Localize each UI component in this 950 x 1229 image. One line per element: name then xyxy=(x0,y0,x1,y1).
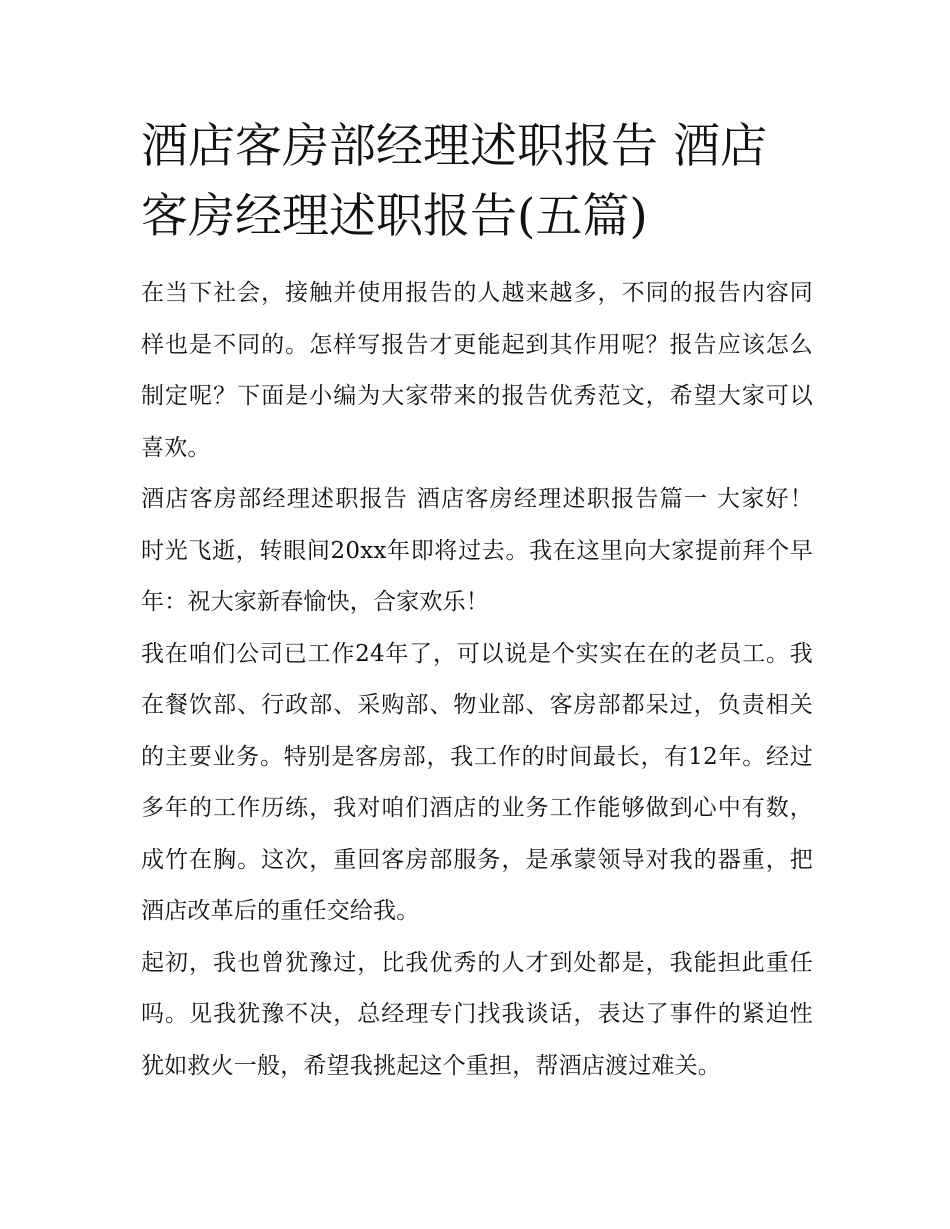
document-page xyxy=(141,112,813,1092)
document-body xyxy=(141,268,813,1092)
paragraph-experience: 我在咱们公司已工作24年了，可以说是个实实在在的老员工。我在餐饮部、行政部、采购部、物业部、客房部都呆过，负责相关的主要业务。特别是客房部，我工作的时间最长，有12年。经过多年的工作历练，我对咱们酒店的业务工作能够做到心中有数，成竹在胸。这次，重回客房部服务，是承蒙领导对我的器重，把酒店改革后的重任交给我。 xyxy=(141,640,813,924)
paragraph-intro: 在当下社会，接触并使用报告的人越来越多，不同的报告内容同样也是不同的。怎样写报告才更能起到其作用呢？报告应该怎么制定呢？下面是小编为大家带来的报告优秀范文，希望大家可以喜欢。 xyxy=(141,280,813,461)
paragraph-greeting: 酒店客房部经理述职报告 酒店客房经理述职报告篇一 大家好！ 时光飞逝，转眼间20xx年即将过去。我在这里向大家提前拜个早年：祝大家新春愉快，合家欢乐！ xyxy=(141,486,813,615)
paragraph-hesitation: 起初，我也曾犹豫过，比我优秀的人才到处都是，我能担此重任吗。见我犹豫不决，总经理专门找我谈话，表达了事件的紧迫性犹如救火一般，希望我挑起这个重担，帮酒店渡过难关。 xyxy=(141,949,813,1079)
document-title: 酒店客房部经理述职报告 酒店客房经理述职报告(五篇) xyxy=(141,119,767,244)
